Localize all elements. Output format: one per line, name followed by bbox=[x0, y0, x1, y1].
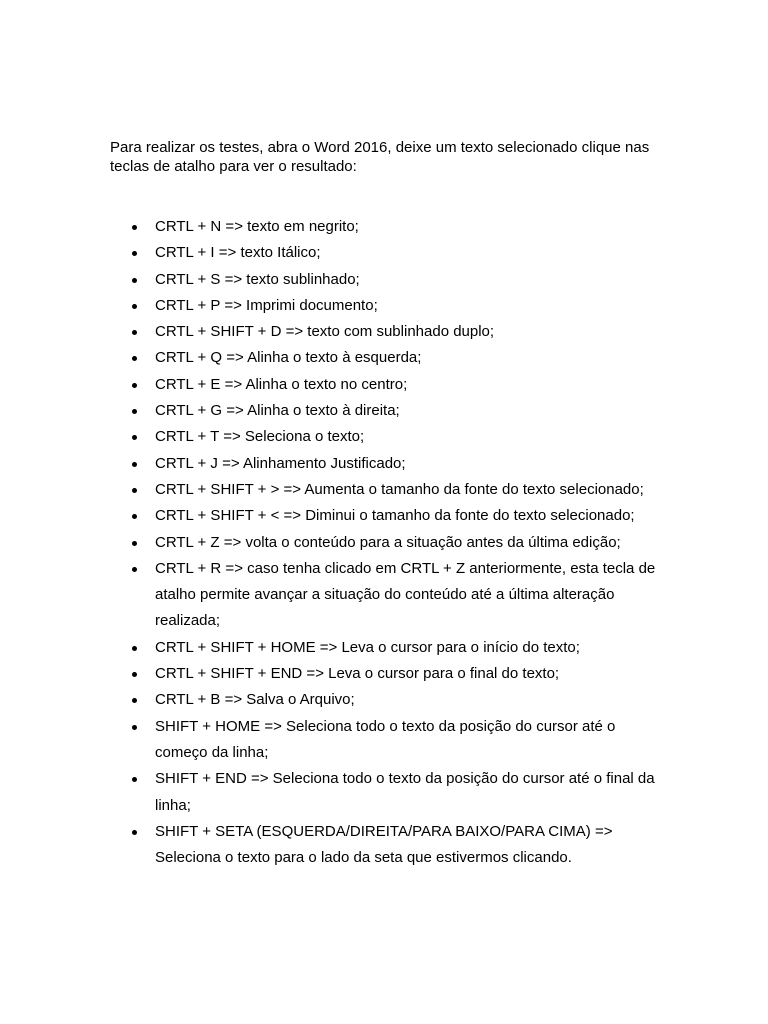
list-item bbox=[110, 398, 670, 424]
list-item bbox=[110, 687, 670, 713]
list-item-text: CRTL + E => Alinha o texto no centro; bbox=[155, 375, 408, 393]
list-item bbox=[110, 451, 670, 477]
list-item bbox=[110, 635, 670, 661]
list-item bbox=[110, 319, 670, 345]
bullet-icon bbox=[132, 541, 137, 546]
list-item-text: SHIFT + END => Seleciona todo o texto da posição do cursor até o final da linha; bbox=[155, 770, 655, 814]
list-item-text: SHIFT + HOME => Seleciona todo o texto da posição do cursor até o começo da linha; bbox=[155, 717, 616, 761]
list-item-text: CRTL + I => texto Itálico; bbox=[155, 244, 321, 262]
list-item bbox=[110, 214, 670, 240]
bullet-icon bbox=[132, 330, 137, 335]
list-item bbox=[110, 556, 670, 635]
list-item-text: CRTL + N => texto em negrito; bbox=[155, 218, 359, 235]
list-item-text: CRTL + B => Salva o Arquivo; bbox=[155, 691, 355, 709]
bullet-icon bbox=[132, 725, 137, 730]
bullet-icon bbox=[132, 278, 137, 283]
list-item bbox=[110, 372, 670, 398]
list-item-text: CRTL + Q => Alinha o texto à esquerda; bbox=[155, 349, 422, 367]
shortcut-list bbox=[110, 214, 670, 871]
list-item bbox=[110, 477, 670, 503]
bullet-icon bbox=[132, 462, 137, 467]
bullet-icon bbox=[132, 488, 137, 493]
list-item bbox=[110, 661, 670, 687]
list-item-text: CRTL + Z => volta o conteúdo para a situação antes da última edição; bbox=[155, 533, 621, 551]
list-item-text: CRTL + P => Imprimi documento; bbox=[155, 296, 378, 314]
list-item-text: CRTL + SHIFT + D => texto com sublinhado duplo; bbox=[155, 323, 495, 341]
list-item bbox=[110, 503, 670, 529]
list-item-text: CRTL + G => Alinha o texto à direita; bbox=[155, 402, 400, 420]
bullet-icon bbox=[132, 225, 137, 230]
bullet-icon bbox=[132, 567, 137, 572]
bullet-icon bbox=[132, 383, 137, 388]
list-item-text: CRTL + J => Alinhamento Justificado; bbox=[155, 454, 406, 472]
bullet-icon bbox=[132, 672, 137, 677]
list-item-text: CRTL + SHIFT + HOME => Leva o cursor para o início do texto; bbox=[155, 638, 580, 656]
list-item-text: SHIFT + SETA (ESQUERDA/DIREITA/PARA BAIXO/PARA CIMA) => Seleciona o texto para o lado da seta que estivermos clicando. bbox=[155, 822, 613, 867]
list-item bbox=[110, 240, 670, 266]
bullet-icon bbox=[132, 251, 137, 256]
list-item-text: CRTL + T => Seleciona o texto; bbox=[155, 428, 365, 446]
list-item-text: CRTL + SHIFT + > => Aumenta o tamanho da fonte do texto selecionado; bbox=[155, 480, 644, 498]
bullet-icon bbox=[132, 646, 137, 651]
list-item bbox=[110, 714, 670, 767]
list-item bbox=[110, 293, 670, 319]
bullet-icon bbox=[132, 830, 137, 835]
bullet-icon bbox=[132, 304, 137, 309]
list-item-text: CRTL + SHIFT + END => Leva o cursor para o final do texto; bbox=[155, 665, 560, 683]
list-item bbox=[110, 766, 670, 819]
list-item bbox=[110, 424, 670, 450]
bullet-icon bbox=[132, 409, 137, 414]
bullet-icon bbox=[132, 698, 137, 703]
list-item bbox=[110, 819, 670, 872]
list-item bbox=[110, 267, 670, 293]
list-item bbox=[110, 530, 670, 556]
bullet-icon bbox=[132, 356, 137, 361]
list-item-text: CRTL + S => texto sublinhado; bbox=[155, 270, 360, 288]
list-item-text: CRTL + SHIFT + < => Diminui o tamanho da fonte do texto selecionado; bbox=[155, 507, 635, 525]
list-item-text: CRTL + R => caso tenha clicado em CRTL + Z anteriormente, esta tecla de atalho permite avançar a situação do conteúdo até a última alteração realizada; bbox=[155, 559, 656, 630]
bullet-icon bbox=[132, 435, 137, 440]
bullet-icon bbox=[132, 777, 137, 782]
list-item bbox=[110, 345, 670, 371]
intro-paragraph: Para realizar os testes, abra o Word 2016, deixe um texto selecionado clique nas teclas de atalho para ver o resultado: bbox=[110, 139, 650, 175]
bullet-icon bbox=[132, 514, 137, 519]
